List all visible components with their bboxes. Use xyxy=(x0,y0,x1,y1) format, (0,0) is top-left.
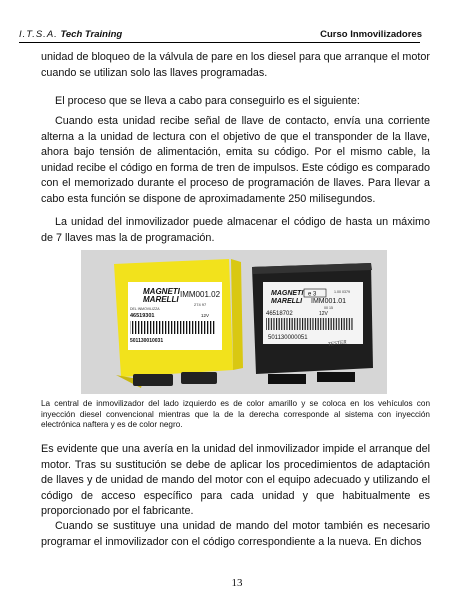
left-volt: 12V xyxy=(201,313,210,318)
left-small: DEL INMOVILIZZA xyxy=(130,307,160,311)
left-ref: 46519301 xyxy=(130,313,155,319)
paragraph-3: Cuando esta unidad recibe señal de llave de contacto, envía una corriente alterna a la unidad de lectura con el objetivo de que el transponder de la llave, ahora bajo tensión de alimentación, emita su código. Por el mismo cable, la unidad recibe el código en forma de tren de impulsos. Este código es comparado con el memorizado durante el proceso de programación de llaves. Para llevar a cabo esta función se dispone de aproximadamente 250 milisegundos. xyxy=(41,115,430,205)
immobilizer-photo-svg xyxy=(81,250,387,394)
left-barcode xyxy=(130,321,216,334)
paragraph-1: unidad de bloqueo de la válvula de pare en los diesel para que arranque el motor cuando se utilizan solo las llaves programadas. xyxy=(41,51,430,79)
paragraph-5: Es evidente que una avería en la unidad del inmovilizador impide el arranque del motor. Tras su sustitución se debe de aplicar los procedimientos de adaptación de llaves y de unidad de mando del motor con el equipo adecuado y utilizando el código de acceso específico para cada unidad y que habitualmente es proporcionado por el fabricante. xyxy=(41,443,430,518)
right-volt: 12V xyxy=(319,311,328,317)
paragraph-2: El proceso que se lleva a cabo para conseguirlo es el siguiente: xyxy=(55,95,360,107)
photo-caption: La central de inmovilizador del lado izquierdo es de color amarillo y se coloca en los vehículos con inyección diesel convencional mientras que la de la derecha corresponde al sistema con inyección electrónica naftera y es de color negro. xyxy=(41,399,430,429)
right-serial: 501130000051 xyxy=(268,335,308,341)
left-serial: 501130010031 xyxy=(130,338,164,344)
paragraph-4: La unidad del inmovilizador puede almacenar el código de hasta un máximo de 7 llaves mas la de programación. xyxy=(41,216,430,244)
right-handwritten: TESTER xyxy=(327,339,348,348)
left-subcode: 274 97 xyxy=(194,302,207,307)
header-dept: Tech Training xyxy=(60,29,123,40)
right-barcode xyxy=(266,318,354,330)
header-course: Curso Inmovilizadores xyxy=(320,29,422,40)
left-brand-bottom: MARELLI xyxy=(143,295,179,304)
right-brand-bottom: MARELLI xyxy=(271,298,303,305)
header-left xyxy=(19,29,122,40)
right-brand-top: MAGNETI xyxy=(271,290,304,297)
page-header xyxy=(19,29,422,43)
right-model: IMM001.01 xyxy=(311,298,347,305)
right-subcode: 00 15 xyxy=(324,306,333,310)
page-number: 13 xyxy=(231,577,243,589)
immobilizer-photo xyxy=(81,250,387,394)
yellow-immobilizer-unit xyxy=(114,259,243,388)
left-model: IMM001.02 xyxy=(180,290,221,299)
left-brand-top: MAGNETI xyxy=(143,287,180,296)
right-ref: 46518702 xyxy=(266,311,293,317)
black-immobilizer-unit xyxy=(252,263,373,384)
header-org: I.T.S.A. xyxy=(19,29,58,40)
paragraph-6: Cuando se sustituye una unidad de mando del motor también es necesario programar el inmovilizador con el código correspondiente a la nueva. En dichos xyxy=(41,520,430,548)
right-date: 1.00 0379 xyxy=(334,290,350,294)
right-tag: e 3 xyxy=(308,291,317,298)
header-rule xyxy=(19,42,420,43)
